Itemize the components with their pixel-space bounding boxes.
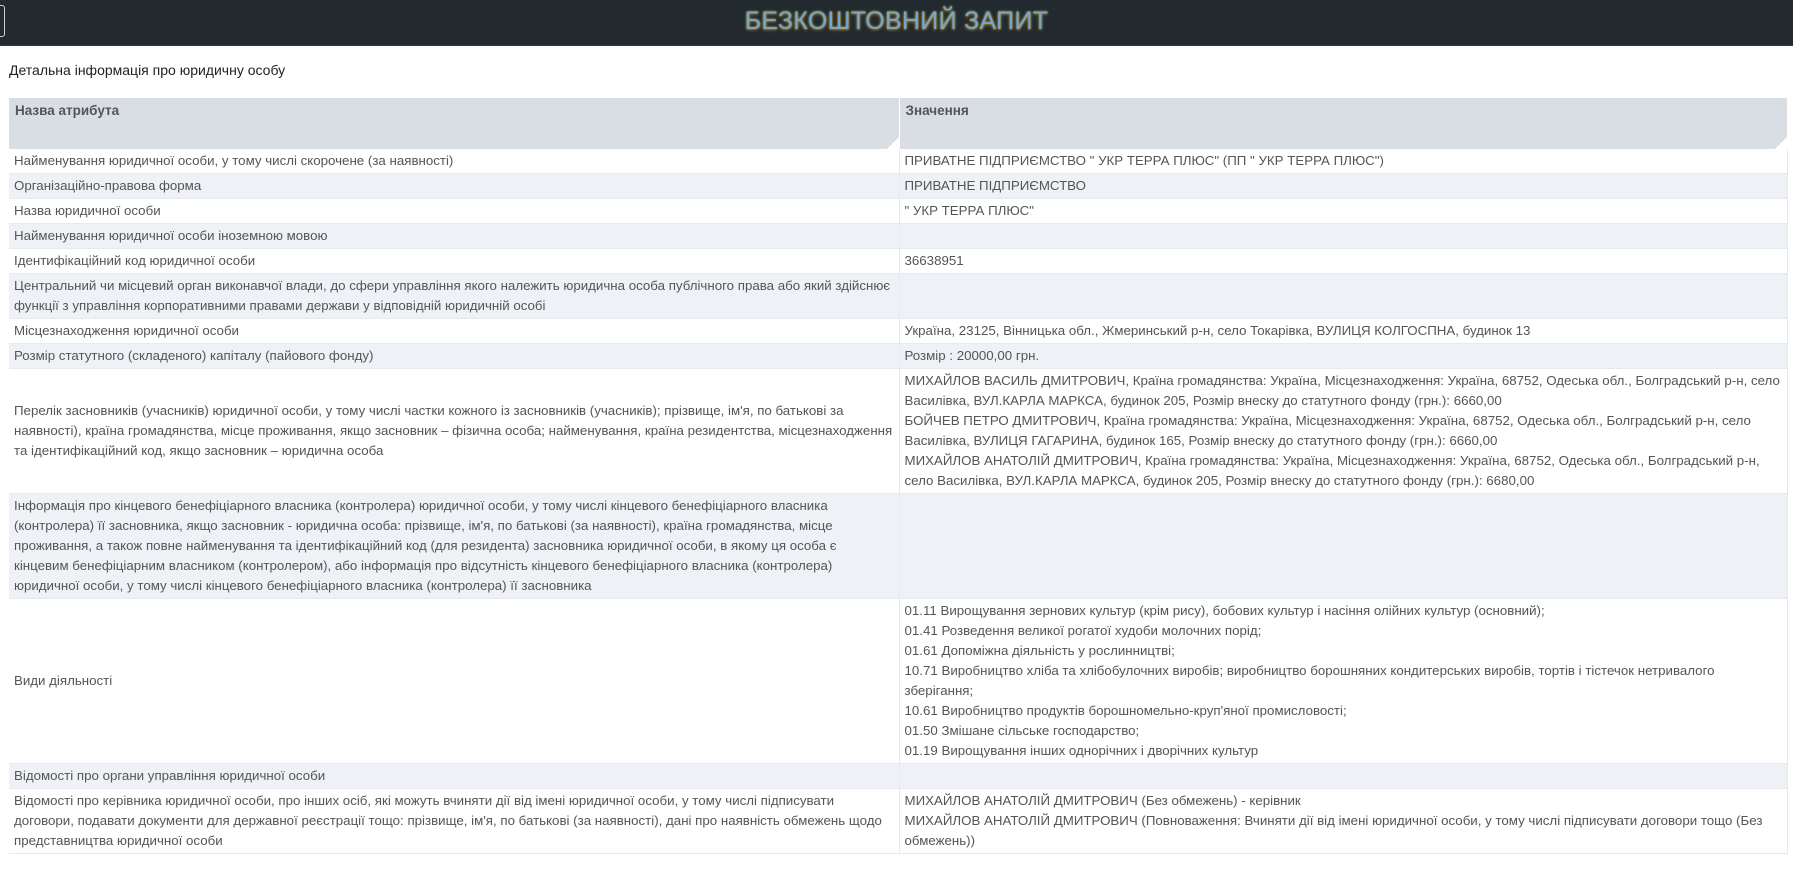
value-line: 01.61 Допоміжна діяльність у рослинництві; — [904, 643, 1175, 658]
table-row — [9, 599, 1787, 764]
value-cell — [899, 174, 1787, 199]
sort-corner-icon — [887, 137, 899, 149]
value-cell — [899, 149, 1787, 174]
value-line: МИХАЙЛОВ ВАСИЛЬ ДМИТРОВИЧ, Країна громадянства: Україна, Місцезнаходження: Україна, 68752, Одеська обл., Болградський р-н, село Василівка, ВУЛ.КАРЛА МАРКСА, будинок 205, Розмір внеску до статутного фонду (грн.): 6660,00 — [904, 373, 1780, 408]
value-cell — [899, 344, 1787, 369]
table-row — [9, 174, 1787, 199]
attribute-cell: Інформація про кінцевого бенефіціарного власника (контролера) юридичної особи, у тому числі кінцевого бенефіціарного власника (контролера) її засновника, якщо засновник - юридична особа: прізвище, ім'я, по батькові (за наявності), країна громадянства, місце проживання, а також повне найменування та ідентифікаційний код (для резидента) засновника юридичної особи, в якому ця особа є кінцевим бенефіціарним власником (контролером), або інформація про відсутність кінцевого бенефіціарного власника (контролера) юридичної особи, у тому числі кінцевого бенефіціарного власника (контролера) її засновника — [9, 494, 899, 599]
value-cell — [899, 249, 1787, 274]
table-header-row — [9, 98, 1787, 149]
attribute-cell: Організаційно-правова форма — [9, 174, 899, 199]
table-body — [9, 149, 1787, 854]
value-cell — [899, 274, 1787, 319]
value-cell — [899, 199, 1787, 224]
value-cell — [899, 599, 1787, 764]
value-line: МИХАЙЛОВ АНАТОЛІЙ ДМИТРОВИЧ (Без обмежень) - керівник — [904, 793, 1301, 808]
attribute-cell: Ідентифікаційний код юридичної особи — [9, 249, 899, 274]
value-line: ПРИВАТНЕ ПІДПРИЄМСТВО — [904, 178, 1086, 193]
value-line: Україна, 23125, Вінницька обл., Жмеринський р-н, село Токарівка, ВУЛИЦЯ КОЛГОСПНА, будинок 13 — [904, 323, 1531, 338]
table-row — [9, 494, 1787, 599]
value-line: " УКР ТЕРРА ПЛЮС" — [904, 203, 1034, 218]
table-row — [9, 369, 1787, 494]
table-row — [9, 249, 1787, 274]
top-bar — [0, 0, 1793, 46]
attribute-cell: Назва юридичної особи — [9, 199, 899, 224]
attribute-cell: Центральний чи місцевий орган виконавчої влади, до сфери управління якого належить юридична особа публічного права або який здійснює функції з управління корпоративними правами держави у відповідній юридичній особі — [9, 274, 899, 319]
value-line: 01.41 Розведення великої рогатої худоби молочних порід; — [904, 623, 1262, 638]
value-line: ПРИВАТНЕ ПІДПРИЄМСТВО " УКР ТЕРРА ПЛЮС" (ПП " УКР ТЕРРА ПЛЮС") — [904, 153, 1384, 168]
column-header-attribute[interactable]: Назва атрибута — [9, 98, 899, 149]
section-title: Детальна інформація про юридичну особу — [9, 62, 286, 78]
attribute-cell: Найменування юридичної особи іноземною мовою — [9, 224, 899, 249]
table-row — [9, 274, 1787, 319]
value-line: МИХАЙЛОВ АНАТОЛІЙ ДМИТРОВИЧ, Країна громадянства: Україна, Місцезнаходження: Україна, 68752, Одеська обл., Болградський р-н, село Василівка, ВУЛ.КАРЛА МАРКСА, будинок 205, Розмір внеску до статутного фонду (грн.): 6680,00 — [904, 453, 1760, 488]
table-row — [9, 199, 1787, 224]
attribute-cell: Перелік засновників (учасників) юридичної особи, у тому числі частки кожного із засновників (учасників); прізвище, ім'я, по батькові за наявності), країна громадянства, місце проживання, якщо засновник – фізична особа; найменування, країна резидентства, місцезнаходження та ідентифікаційний код, якщо засновник – юридична особа — [9, 369, 899, 494]
value-line: БОЙЧЕВ ПЕТРО ДМИТРОВИЧ, Країна громадянства: Україна, Місцезнаходження: Україна, 68752, Одеська обл., Болградський р-н, село Василівка, ВУЛИЦЯ ГАГАРИНА, будинок 165, Розмір внеску до статутного фонду (грн.): 6660,00 — [904, 413, 1751, 448]
attribute-cell: Розмір статутного (складеного) капіталу (пайового фонду) — [9, 344, 899, 369]
attribute-cell: Місцезнаходження юридичної особи — [9, 319, 899, 344]
table-row — [9, 224, 1787, 249]
attribute-cell: Найменування юридичної особи, у тому числі скорочене (за наявності) — [9, 149, 899, 174]
value-cell — [899, 369, 1787, 494]
attribute-cell: Відомості про органи управління юридичної особи — [9, 764, 899, 789]
table-row — [9, 789, 1787, 854]
value-line: 01.19 Вирощування інших однорічних і дворічних культур — [904, 743, 1259, 758]
value-cell — [899, 494, 1787, 599]
value-line: 01.50 Змішане сільське господарство; — [904, 723, 1140, 738]
column-header-value[interactable]: Значення — [899, 98, 1787, 149]
value-cell — [899, 224, 1787, 249]
value-line: Розмір : 20000,00 грн. — [904, 348, 1040, 363]
app-title: БЕЗКОШТОВНИЙ ЗАПИТ — [744, 7, 1049, 35]
sort-corner-icon — [1775, 137, 1787, 149]
value-cell — [899, 764, 1787, 789]
value-line: МИХАЙЛОВ АНАТОЛІЙ ДМИТРОВИЧ (Повноваження: Вчиняти дії від імені юридичної особи, у тому числі підписувати договори тощо (Без обмежень)) — [904, 813, 1763, 848]
value-line: 01.11 Вирощування зернових культур (крім рису), бобових культур і насіння олійних культур (основний); — [904, 603, 1545, 618]
value-line: 10.61 Виробництво продуктів борошномельно-круп'яної промисловості; — [904, 703, 1347, 718]
value-cell — [899, 789, 1787, 854]
value-line: 36638951 — [904, 253, 964, 268]
table-row — [9, 149, 1787, 174]
value-cell — [899, 319, 1787, 344]
table-row — [9, 344, 1787, 369]
table-row — [9, 764, 1787, 789]
value-line: 10.71 Виробництво хліба та хлібобулочних виробів; виробництво борошняних кондитерських виробів, тортів і тістечок нетривалого зберігання; — [904, 663, 1715, 698]
attribute-cell: Види діяльності — [9, 599, 899, 764]
details-table — [9, 98, 1788, 854]
table-row — [9, 319, 1787, 344]
attribute-cell: Відомості про керівника юридичної особи, про інших осіб, які можуть вчиняти дії від імені юридичної особи, у тому числі підписувати договори, подавати документи для державної реєстрації тощо: прізвище, ім'я, по батькові (за наявності), дані про наявність обмежень щодо представництва юридичної особи — [9, 789, 899, 854]
